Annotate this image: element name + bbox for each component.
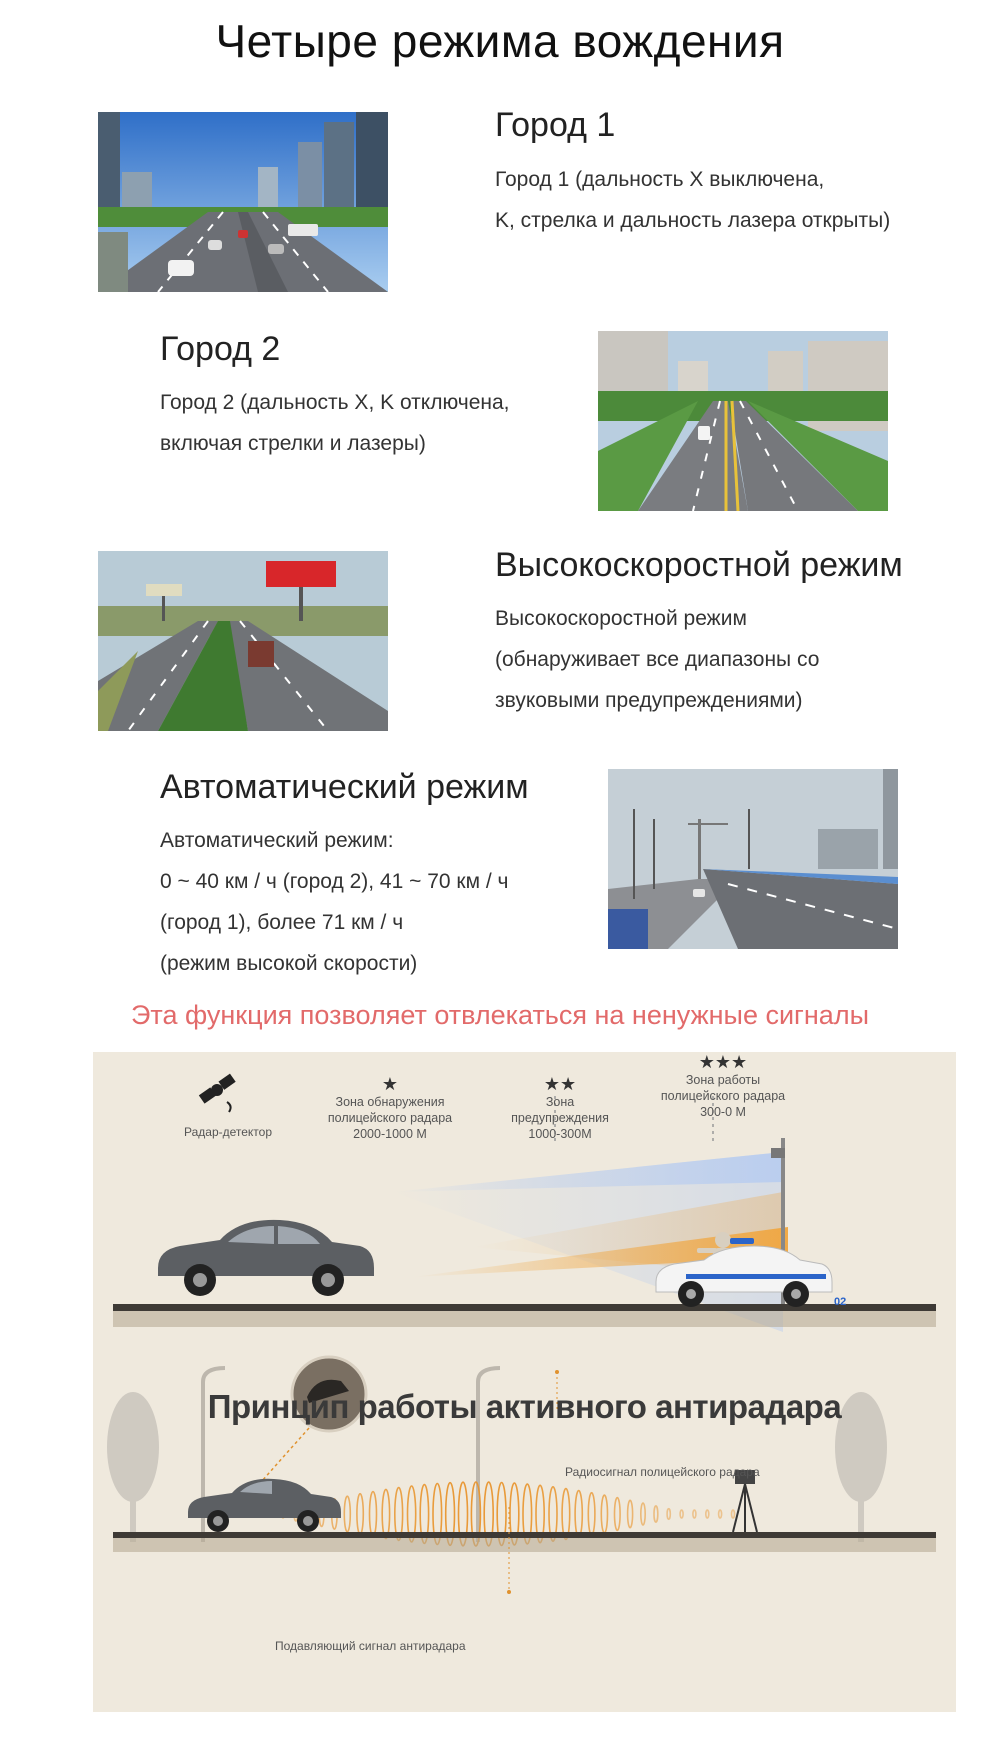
mode-city2-title: Город 2	[160, 330, 281, 368]
mode-highspeed-line: Высокоскоростной режим	[495, 607, 747, 630]
jammer-car-icon	[188, 1479, 341, 1532]
page-title: Четыре режима вождения	[215, 15, 785, 67]
signal-wave	[601, 1495, 607, 1533]
detector-label: Радар-детектор	[183, 1125, 273, 1139]
mode-city2-line: Город 2 (дальность X, K отключена,	[160, 391, 510, 414]
city2-photo	[598, 331, 888, 511]
mode-auto-desc	[160, 820, 508, 984]
mode-city2-line: включая стрелки и лазеры)	[160, 432, 426, 455]
mode-highspeed-line: звуковыми предупреждениями)	[495, 689, 803, 712]
signal-wave	[562, 1489, 570, 1540]
zone-operation	[638, 1052, 808, 1120]
zone-line: полицейского радара	[660, 1089, 786, 1103]
mode-auto-line: 0 ~ 40 км / ч (город 2), 41 ~ 70 км / ч	[160, 870, 509, 893]
radar-illustration	[93, 1052, 956, 1712]
mode-city1-desc	[495, 159, 890, 241]
police-signal-caption: Радиосигнал полицейского радара	[565, 1465, 760, 1479]
signal-wave	[615, 1498, 621, 1531]
signal-wave	[628, 1500, 633, 1527]
warning-text: Эта функция позволяет отвлекаться на ненужные сигналы	[131, 1000, 869, 1030]
zone-line: полицейского радара	[327, 1111, 453, 1125]
zone-stars: ★★	[543, 1074, 577, 1094]
overpass-photo	[608, 769, 898, 949]
police-car-number: 02	[834, 1296, 847, 1308]
signal-wave	[382, 1489, 389, 1538]
zone-line: Зона обнаружения	[335, 1095, 445, 1109]
jammer-signal-caption: Подавляющий сигнал антирадара	[275, 1639, 466, 1653]
zone-stars: ★★★	[698, 1052, 748, 1072]
mode-highspeed-desc	[495, 598, 819, 721]
signal-wave	[344, 1496, 350, 1532]
zone-line: 2000-1000 М	[353, 1127, 427, 1141]
signal-wave	[588, 1493, 595, 1536]
zone-line: 300-0 М	[700, 1105, 746, 1119]
signal-wave	[667, 1509, 670, 1520]
signal-wave	[641, 1503, 645, 1525]
mode-city1-line: K, стрелка и дальность лазера открыты)	[495, 209, 891, 232]
radar-tripod-icon	[733, 1470, 757, 1532]
mode-highspeed-line: (обнаруживает все диапазоны со	[495, 648, 820, 671]
mode-highspeed-title: Высокоскоростной режим	[495, 546, 903, 584]
zone-detection	[305, 1074, 475, 1142]
signal-wave	[370, 1492, 377, 1537]
signal-wave	[575, 1491, 582, 1538]
signal-wave	[719, 1510, 722, 1518]
signal-wave	[357, 1494, 363, 1535]
city1-photo	[98, 112, 388, 292]
mode-auto-line: (город 1), более 71 км / ч	[160, 911, 404, 934]
zone-line: Зона	[545, 1095, 575, 1109]
car-icon	[158, 1220, 374, 1296]
mode-auto-line: Автоматический режим:	[160, 829, 394, 852]
mode-city1-line: Город 1 (дальность X выключена,	[495, 168, 825, 191]
satellite-icon	[199, 1074, 236, 1112]
signal-wave	[654, 1506, 658, 1522]
mode-auto-line: (режим высокой скорости)	[160, 952, 418, 975]
mode-auto-title: Автоматический режим	[160, 768, 529, 806]
zone-line: 1000-300М	[528, 1127, 592, 1141]
zone-warning	[485, 1074, 635, 1142]
signal-wave	[706, 1510, 709, 1518]
zone-line: Зона работы	[685, 1073, 761, 1087]
signal-wave	[693, 1510, 696, 1518]
principle-heading: Принцип работы активного антирадара	[207, 1388, 842, 1425]
mode-city2-desc	[160, 382, 509, 464]
signal-wave	[680, 1510, 683, 1518]
mode-city1-title: Город 1	[495, 106, 616, 144]
highway-photo	[98, 551, 388, 731]
signal-wave	[732, 1510, 735, 1518]
radar-infographic	[93, 1052, 956, 1712]
zone-line: предупреждения	[511, 1111, 609, 1125]
zone-stars: ★	[381, 1074, 399, 1094]
